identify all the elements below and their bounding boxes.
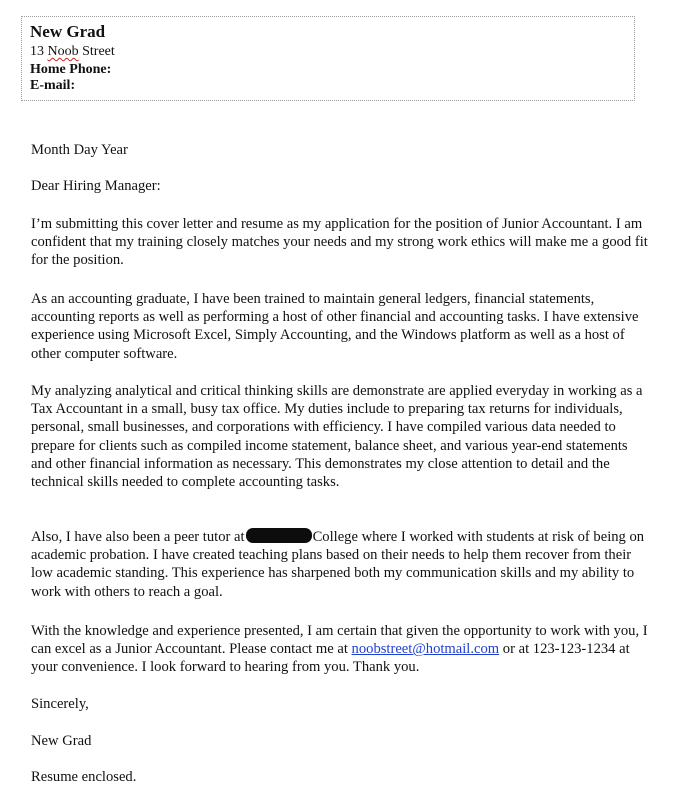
street-number: 13 <box>30 44 44 59</box>
closing-sincerely: Sincerely, <box>31 696 89 712</box>
tutor-text-before: Also, I have also been a peer tutor at <box>31 529 245 545</box>
closing-text-after: or at 123-123-1234 at your convenience. I look forward to hearing from you. Thank you. <box>31 641 630 676</box>
redacted-college-name <box>246 528 312 543</box>
salutation: Dear Hiring Manager: <box>31 178 161 194</box>
paragraph-tutor <box>31 528 651 601</box>
paragraph-training: As an accounting graduate, I have been trained to maintain general ledgers, financial statements, accounting reports as well as performing a host of other financial and accounting tasks. I have extensive experience using Microsoft Excel, Simply Accounting, and the Windows platform as well as a host of other computer software. <box>31 291 639 362</box>
letter-date: Month Day Year <box>31 142 128 158</box>
paragraph-intro: I’m submitting this cover letter and resume as my application for the position of Junior Accountant. I am confident that my training closely matches your needs and my strong work ethics will make me a good fit for the position. <box>31 216 648 269</box>
signature-name: New Grad <box>31 733 92 749</box>
closing-text-before: With the knowledge and experience presented, I am certain that given the opportunity to work with you, I can excel as a Junior Accountant. Please contact me at <box>31 623 648 658</box>
tutor-text-after: College where I worked with students at risk of being on academic probation. I have created teaching plans based on their needs to help them recover from their low academic standing. This experience has sharpened both my communication skills and my ability to work with others to reach a goal. <box>31 529 645 600</box>
street-address <box>30 44 115 60</box>
enclosure-note: Resume enclosed. <box>31 769 137 785</box>
street-name: Noob <box>47 44 79 59</box>
email-link[interactable]: noobstreet@hotmail.com <box>351 641 500 658</box>
paragraph-closing <box>31 622 651 677</box>
email-label: E-mail: <box>30 78 76 93</box>
home-phone-label: Home Phone: <box>30 62 112 77</box>
applicant-name: New Grad <box>30 22 106 41</box>
paragraph-experience: My analyzing analytical and critical thinking skills are demonstrate are applied everyday in working as a Tax Accountant in a small, busy tax office. My duties include to preparing tax returns for individuals, personal, small businesses, and corporations with efficiency. I have compiled various data needed to prepare for clients such as compiled income statement, balance sheet, and various year-end statements and other financial information as necessary. This demonstrates my close attention to detail and the technical skills needed to complete accounting tasks. <box>31 383 643 491</box>
contact-header-box <box>21 16 635 101</box>
street-suffix: Street <box>82 44 115 59</box>
